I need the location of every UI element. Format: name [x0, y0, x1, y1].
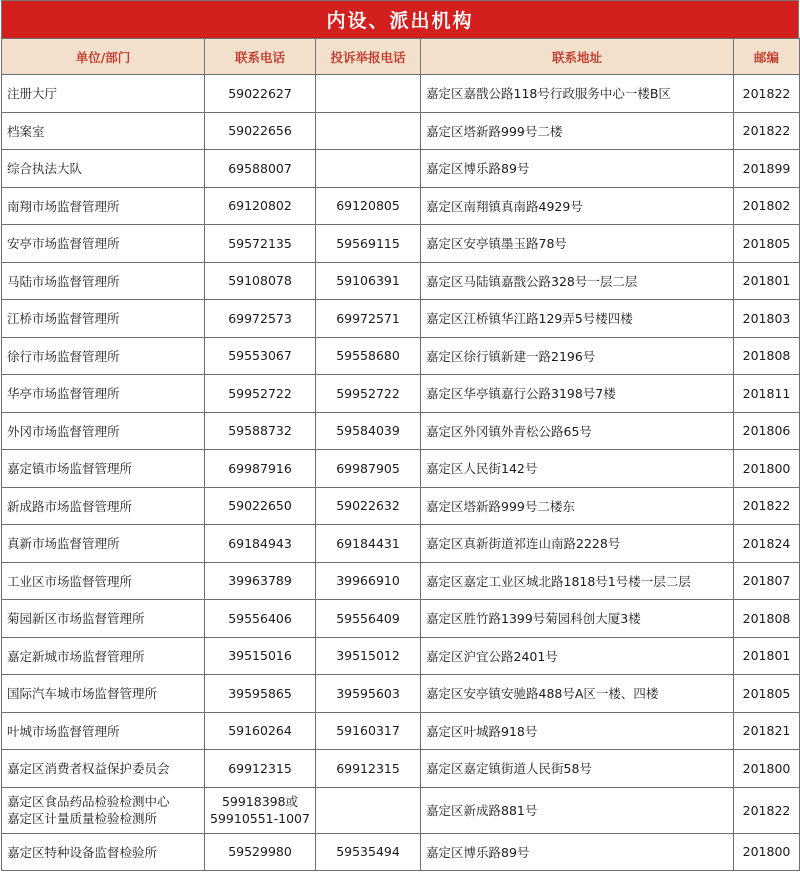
cell-zip: 201800 — [734, 750, 800, 788]
cell-zip: 201811 — [734, 375, 800, 413]
cell-phone: 59529980 — [205, 833, 316, 871]
page-title: 内设、派出机构 — [1, 0, 799, 38]
cell-phone: 39515016 — [205, 637, 316, 675]
cell-unit: 嘉定区特种设备监督检验所 — [2, 833, 205, 871]
cell-complaint-phone: 59584039 — [316, 412, 421, 450]
cell-phone: 59918398或 59910551-1007 — [205, 787, 316, 833]
cell-phone: 59588732 — [205, 412, 316, 450]
cell-phone: 59022656 — [205, 112, 316, 150]
cell-phone: 59022650 — [205, 487, 316, 525]
cell-address: 嘉定区马陆镇嘉戬公路328号一层二层 — [421, 262, 734, 300]
cell-complaint-phone — [316, 75, 421, 113]
cell-phone: 59556406 — [205, 600, 316, 638]
cell-complaint-phone — [316, 150, 421, 188]
cell-phone: 39595865 — [205, 675, 316, 713]
cell-address: 嘉定区外冈镇外青松公路65号 — [421, 412, 734, 450]
table-row — [2, 675, 800, 713]
cell-zip: 201801 — [734, 262, 800, 300]
cell-address: 嘉定区人民街142号 — [421, 450, 734, 488]
cell-address: 嘉定区沪宜公路2401号 — [421, 637, 734, 675]
cell-zip: 201822 — [734, 787, 800, 833]
table-row — [2, 712, 800, 750]
table-row — [2, 112, 800, 150]
cell-unit: 嘉定镇市场监督管理所 — [2, 450, 205, 488]
cell-complaint-phone: 59952722 — [316, 375, 421, 413]
cell-phone: 69987916 — [205, 450, 316, 488]
cell-complaint-phone: 39515012 — [316, 637, 421, 675]
cell-unit: 真新市场监督管理所 — [2, 525, 205, 563]
contact-table — [1, 38, 800, 871]
cell-unit: 新成路市场监督管理所 — [2, 487, 205, 525]
cell-phone: 59553067 — [205, 337, 316, 375]
cell-unit: 工业区市场监督管理所 — [2, 562, 205, 600]
cell-zip: 201807 — [734, 562, 800, 600]
cell-unit: 华亭市场监督管理所 — [2, 375, 205, 413]
table-row — [2, 187, 800, 225]
cell-zip: 201808 — [734, 337, 800, 375]
cell-zip: 201803 — [734, 300, 800, 338]
cell-unit: 嘉定新城市场监督管理所 — [2, 637, 205, 675]
cell-complaint-phone — [316, 112, 421, 150]
table-row — [2, 75, 800, 113]
cell-unit: 南翔市场监督管理所 — [2, 187, 205, 225]
cell-phone: 69972573 — [205, 300, 316, 338]
cell-unit: 安亭市场监督管理所 — [2, 225, 205, 263]
cell-address: 嘉定区南翔镇真南路4929号 — [421, 187, 734, 225]
cell-zip: 201802 — [734, 187, 800, 225]
cell-complaint-phone: 59160317 — [316, 712, 421, 750]
cell-phone: 69912315 — [205, 750, 316, 788]
header-unit: 单位/部门 — [2, 39, 205, 75]
cell-address: 嘉定区嘉定工业区城北路1818号1号楼一层二层 — [421, 562, 734, 600]
cell-phone: 39963789 — [205, 562, 316, 600]
table-row — [2, 450, 800, 488]
cell-address: 嘉定区胜竹路1399号菊园科创大厦3楼 — [421, 600, 734, 638]
cell-complaint-phone: 59556409 — [316, 600, 421, 638]
table-row — [2, 337, 800, 375]
cell-zip: 201822 — [734, 112, 800, 150]
table-row — [2, 487, 800, 525]
cell-unit: 嘉定区食品药品检验检测中心 嘉定区计量质量检验检测所 — [2, 787, 205, 833]
cell-unit: 徐行市场监督管理所 — [2, 337, 205, 375]
cell-zip: 201800 — [734, 833, 800, 871]
cell-address: 嘉定区博乐路89号 — [421, 833, 734, 871]
cell-zip: 201822 — [734, 75, 800, 113]
table-row — [2, 262, 800, 300]
cell-address: 嘉定区叶城路918号 — [421, 712, 734, 750]
cell-zip: 201821 — [734, 712, 800, 750]
cell-zip: 201824 — [734, 525, 800, 563]
cell-address: 嘉定区安亭镇墨玉路78号 — [421, 225, 734, 263]
cell-phone: 69120802 — [205, 187, 316, 225]
cell-complaint-phone: 69912315 — [316, 750, 421, 788]
cell-phone: 59952722 — [205, 375, 316, 413]
cell-zip: 201808 — [734, 600, 800, 638]
cell-address: 嘉定区徐行镇新建一路2196号 — [421, 337, 734, 375]
header-zip: 邮编 — [734, 39, 800, 75]
cell-phone: 59108078 — [205, 262, 316, 300]
cell-zip: 201806 — [734, 412, 800, 450]
cell-phone: 69588007 — [205, 150, 316, 188]
table-body — [2, 75, 800, 871]
header-phone: 联系电话 — [205, 39, 316, 75]
contact-sheet — [1, 0, 799, 871]
cell-phone: 59572135 — [205, 225, 316, 263]
cell-complaint-phone: 59106391 — [316, 262, 421, 300]
header-complaint-phone: 投诉举报电话 — [316, 39, 421, 75]
cell-unit: 菊园新区市场监督管理所 — [2, 600, 205, 638]
cell-complaint-phone: 69972571 — [316, 300, 421, 338]
table-row — [2, 412, 800, 450]
table-row — [2, 833, 800, 871]
cell-address: 嘉定区嘉戬公路118号行政服务中心一楼B区 — [421, 75, 734, 113]
cell-unit: 江桥市场监督管理所 — [2, 300, 205, 338]
table-row — [2, 787, 800, 833]
cell-complaint-phone: 59022632 — [316, 487, 421, 525]
cell-address: 嘉定区嘉定镇街道人民街58号 — [421, 750, 734, 788]
table-row — [2, 375, 800, 413]
cell-complaint-phone: 39595603 — [316, 675, 421, 713]
table-row — [2, 562, 800, 600]
cell-address: 嘉定区博乐路89号 — [421, 150, 734, 188]
cell-unit: 叶城市场监督管理所 — [2, 712, 205, 750]
cell-complaint-phone: 69184431 — [316, 525, 421, 563]
cell-phone: 69184943 — [205, 525, 316, 563]
cell-complaint-phone: 69120805 — [316, 187, 421, 225]
cell-address: 嘉定区江桥镇华江路129弄5号楼四楼 — [421, 300, 734, 338]
cell-zip: 201822 — [734, 487, 800, 525]
cell-address: 嘉定区塔新路999号二楼 — [421, 112, 734, 150]
cell-unit: 综合执法大队 — [2, 150, 205, 188]
cell-complaint-phone — [316, 787, 421, 833]
cell-complaint-phone: 59535494 — [316, 833, 421, 871]
cell-address: 嘉定区新成路881号 — [421, 787, 734, 833]
table-header-row — [2, 39, 800, 75]
table-row — [2, 637, 800, 675]
cell-zip: 201801 — [734, 637, 800, 675]
cell-unit: 档案室 — [2, 112, 205, 150]
cell-unit: 外冈市场监督管理所 — [2, 412, 205, 450]
table-row — [2, 225, 800, 263]
cell-address: 嘉定区塔新路999号二楼东 — [421, 487, 734, 525]
cell-unit: 马陆市场监督管理所 — [2, 262, 205, 300]
cell-complaint-phone: 39966910 — [316, 562, 421, 600]
cell-address: 嘉定区安亭镇安驰路488号A区一楼、四楼 — [421, 675, 734, 713]
cell-phone: 59160264 — [205, 712, 316, 750]
cell-zip: 201800 — [734, 450, 800, 488]
cell-unit: 国际汽车城市场监督管理所 — [2, 675, 205, 713]
table-row — [2, 600, 800, 638]
cell-complaint-phone: 59558680 — [316, 337, 421, 375]
cell-phone: 59022627 — [205, 75, 316, 113]
header-address: 联系地址 — [421, 39, 734, 75]
table-row — [2, 150, 800, 188]
cell-complaint-phone: 59569115 — [316, 225, 421, 263]
table-row — [2, 300, 800, 338]
cell-unit: 嘉定区消费者权益保护委员会 — [2, 750, 205, 788]
cell-address: 嘉定区华亭镇嘉行公路3198号7楼 — [421, 375, 734, 413]
cell-zip: 201899 — [734, 150, 800, 188]
table-row — [2, 750, 800, 788]
cell-zip: 201805 — [734, 675, 800, 713]
cell-address: 嘉定区真新街道祁连山南路2228号 — [421, 525, 734, 563]
cell-zip: 201805 — [734, 225, 800, 263]
cell-complaint-phone: 69987905 — [316, 450, 421, 488]
table-row — [2, 525, 800, 563]
cell-unit: 注册大厅 — [2, 75, 205, 113]
